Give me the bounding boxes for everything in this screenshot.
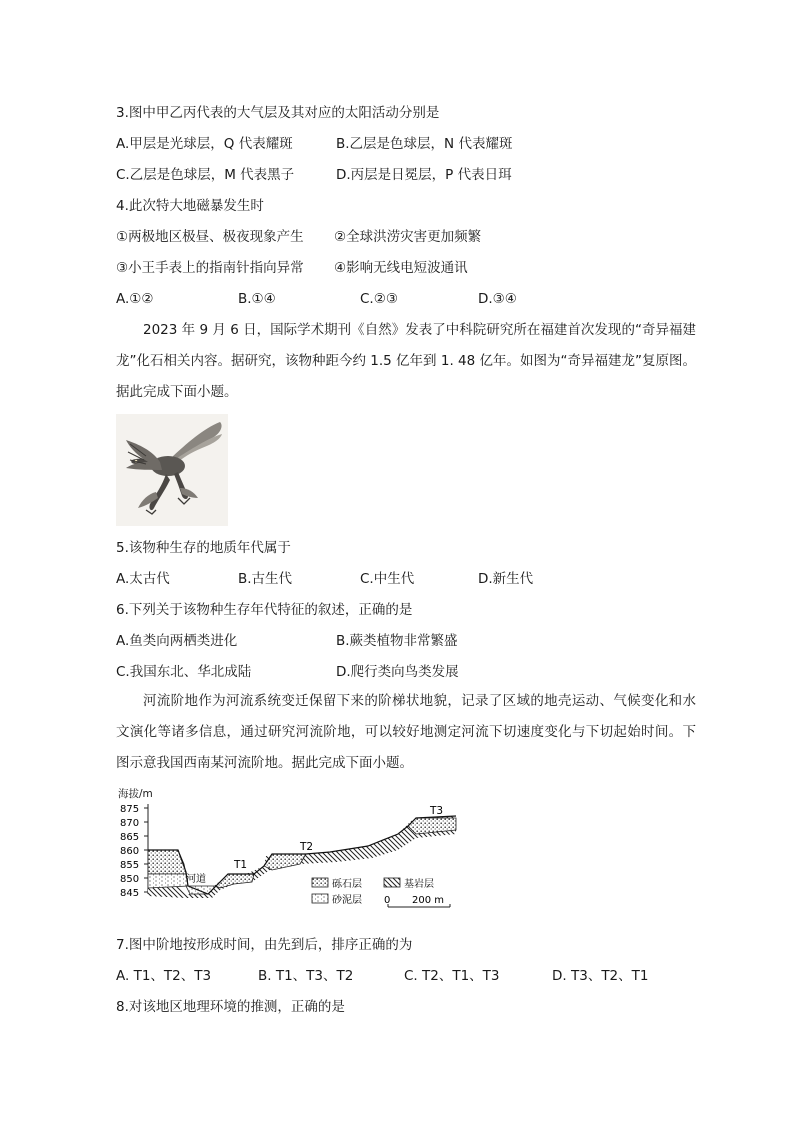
- y-tick-850: 850: [120, 874, 140, 885]
- passage-fujian-dragon: 2023 年 9 月 6 日，国际学术期刊《自然》发表了中科院研究所在福建首次发现的“奇异福建龙”化石相关内容。据研究，该物种距今约 1.5 亿年到 1. 48 亿年。如图为“奇异福建龙”复原图。据此完成下面小题。: [116, 322, 696, 400]
- scale-zero-label: 0: [384, 895, 391, 906]
- question-3-stem: 3.图中甲乙丙代表的大气层及其对应的太阳活动分别是: [116, 105, 440, 121]
- river-channel-label: 河道: [186, 874, 206, 885]
- question-3-option-d: D.丙层是日冕层，P 代表日珥: [336, 167, 512, 183]
- question-8-stem: 8.对该地区地理环境的推测，正确的是: [116, 999, 345, 1015]
- legend-bedrock-label: 基岩层: [404, 879, 434, 890]
- question-7-option-c: C. T2、T1、T3: [404, 968, 500, 984]
- question-5-option-d: D.新生代: [478, 571, 534, 587]
- scale-200m-label: 200 m: [412, 895, 445, 906]
- question-6-stem: 6.下列关于该物种生存年代特征的叙述，正确的是: [116, 602, 413, 618]
- question-4-statement-4: ④影响无线电短波通讯: [334, 260, 468, 276]
- question-6-option-a: A.鱼类向两栖类进化: [116, 633, 238, 649]
- y-axis-label: 海拔/m: [118, 788, 153, 800]
- legend-sandmud-label: 砂泥层: [332, 895, 362, 906]
- question-4-statement-3: ③小王手表上的指南针指向异常: [116, 260, 304, 276]
- question-4-statement-2: ②全球洪涝灾害更加频繁: [334, 229, 482, 245]
- question-3-option-b: B.乙层是色球层，N 代表耀斑: [336, 136, 513, 152]
- legend-gravel-label: 砾石层: [332, 879, 362, 890]
- y-tick-845: 845: [120, 888, 140, 899]
- terrace-t1-label: T1: [234, 859, 248, 871]
- question-5-stem: 5.该物种生存的地质年代属于: [116, 540, 291, 556]
- question-4-stem: 4.此次特大地磁暴发生时: [116, 198, 264, 214]
- question-3-option-c: C.乙层是色球层，M 代表黑子: [116, 167, 295, 183]
- legend-sandmud-swatch: [312, 894, 328, 903]
- question-6-option-b: B.蕨类植物非常繁盛: [336, 633, 458, 649]
- question-4-option-d: D.③④: [478, 291, 517, 307]
- question-7-option-b: B. T1、T3、T2: [258, 968, 354, 984]
- y-tick-855: 855: [120, 860, 140, 871]
- passage-river-terraces: 河流阶地作为河流系统变迁保留下来的阶梯状地貌，记录了区域的地壳运动、气候变化和水文演化等诸多信息，通过研究河流阶地，可以较好地测定河流下切速度变化与下切起始时间。下图示意我国西南某河流阶地。据此完成下面小题。: [116, 693, 696, 771]
- legend-bedrock-swatch: [384, 878, 400, 887]
- question-5-option-c: C.中生代: [360, 571, 415, 587]
- terrace-t3-label: T3: [430, 805, 444, 817]
- question-5-option-a: A.太古代: [116, 571, 170, 587]
- y-tick-860: 860: [120, 846, 140, 857]
- question-4-option-c: C.②③: [360, 291, 398, 307]
- legend-gravel-swatch: [312, 878, 328, 887]
- terrace-t2-label: T2: [300, 841, 314, 853]
- y-tick-875: 875: [120, 804, 140, 815]
- question-7-stem: 7.图中阶地按形成时间，由先到后，排序正确的为: [116, 937, 413, 953]
- river-terrace-profile: [116, 786, 466, 920]
- question-4-statement-1: ①两极地区极昼、极夜现象产生: [116, 229, 304, 245]
- y-tick-870: 870: [120, 818, 140, 829]
- question-7-option-a: A. T1、T2、T3: [116, 968, 212, 984]
- question-4-option-b: B.①④: [238, 291, 276, 307]
- question-4-option-a: A.①②: [116, 291, 154, 307]
- question-6-option-d: D.爬行类向鸟类发展: [336, 664, 459, 680]
- fujianvenator-illustration: [116, 414, 228, 526]
- y-tick-865: 865: [120, 832, 140, 843]
- question-3-option-a: A.甲层是光球层，Q 代表耀斑: [116, 136, 293, 152]
- question-5-option-b: B.古生代: [238, 571, 293, 587]
- question-7-option-d: D. T3、T2、T1: [552, 968, 649, 984]
- question-6-option-c: C.我国东北、华北成陆: [116, 664, 252, 680]
